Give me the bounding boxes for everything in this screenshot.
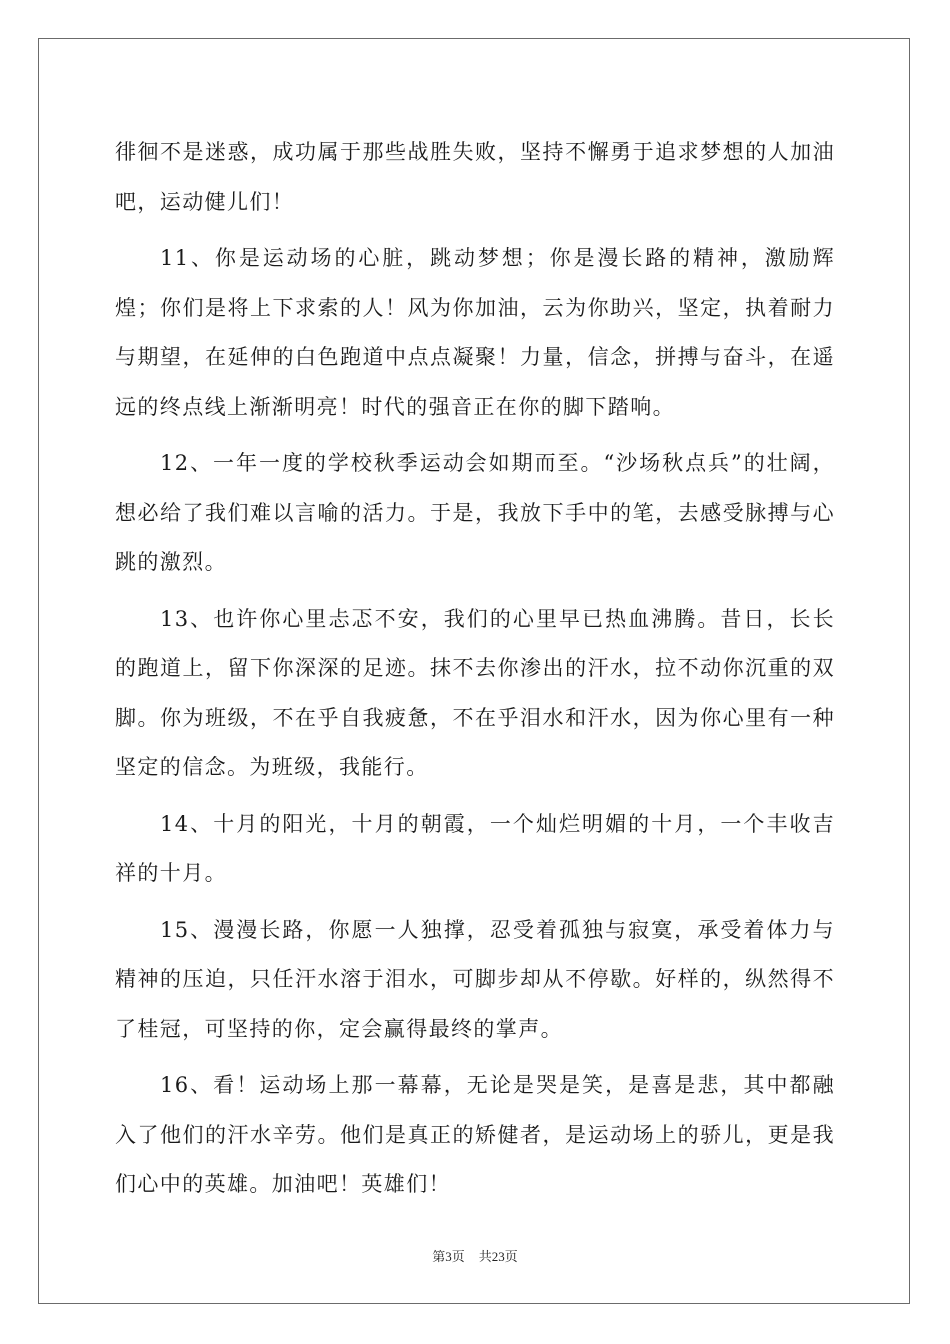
paragraph-16: 16、看！运动场上那一幕幕，无论是哭是笑，是喜是悲，其中都融入了他们的汗水辛劳。他们是真正的矫健者，是运动场上的骄儿，更是我们心中的英雄。加油吧！英雄们！ [115,1073,835,1196]
paragraph-14: 14、十月的阳光，十月的朝霞，一个灿烂明媚的十月，一个丰收吉祥的十月。 [115,811,835,885]
paragraph-continuation: 徘徊不是迷惑，成功属于那些战胜失败，坚持不懈勇于追求梦想的人加油吧，运动健儿们！ [115,140,835,214]
paragraph-15: 15、漫漫长路，你愿一人独撑，忍受着孤独与寂寞，承受着体力与精神的压迫，只任汗水溶于泪水，可脚步却从不停歇。好样的，纵然得不了桂冠，可坚持的你，定会赢得最终的掌声。 [115,917,835,1041]
document-body [115,128,835,1217]
page-total: 共23页 [478,1249,518,1264]
paragraph-11: 11、你是运动场的心脏，跳动梦想；你是漫长路的精神，激励辉煌；你们是将上下求索的人！风为你加油，云为你助兴，坚定，执着耐力与期望，在延伸的白色跑道中点点凝聚！力量，信念，拼搏与奋斗，在遥远的终点线上渐渐明亮！时代的强音正在你的脚下踏响。 [115,246,835,419]
page-number: 第3页 [432,1249,465,1264]
paragraph-13: 13、也许你心里忐忑不安，我们的心里早已热血沸腾。昔日，长长的跑道上，留下你深深的足迹。抹不去你渗出的汗水，拉不动你沉重的双脚。你为班级，不在乎自我疲惫，不在乎泪水和汗水，因为你心里有一种坚定的信念。为班级，我能行。 [115,606,835,779]
page-footer [0,1247,950,1267]
paragraph-12: 12、一年一度的学校秋季运动会如期而至。“沙场秋点兵”的壮阔，想必给了我们难以言喻的活力。于是，我放下手中的笔，去感受脉搏与心跳的激烈。 [115,451,835,574]
